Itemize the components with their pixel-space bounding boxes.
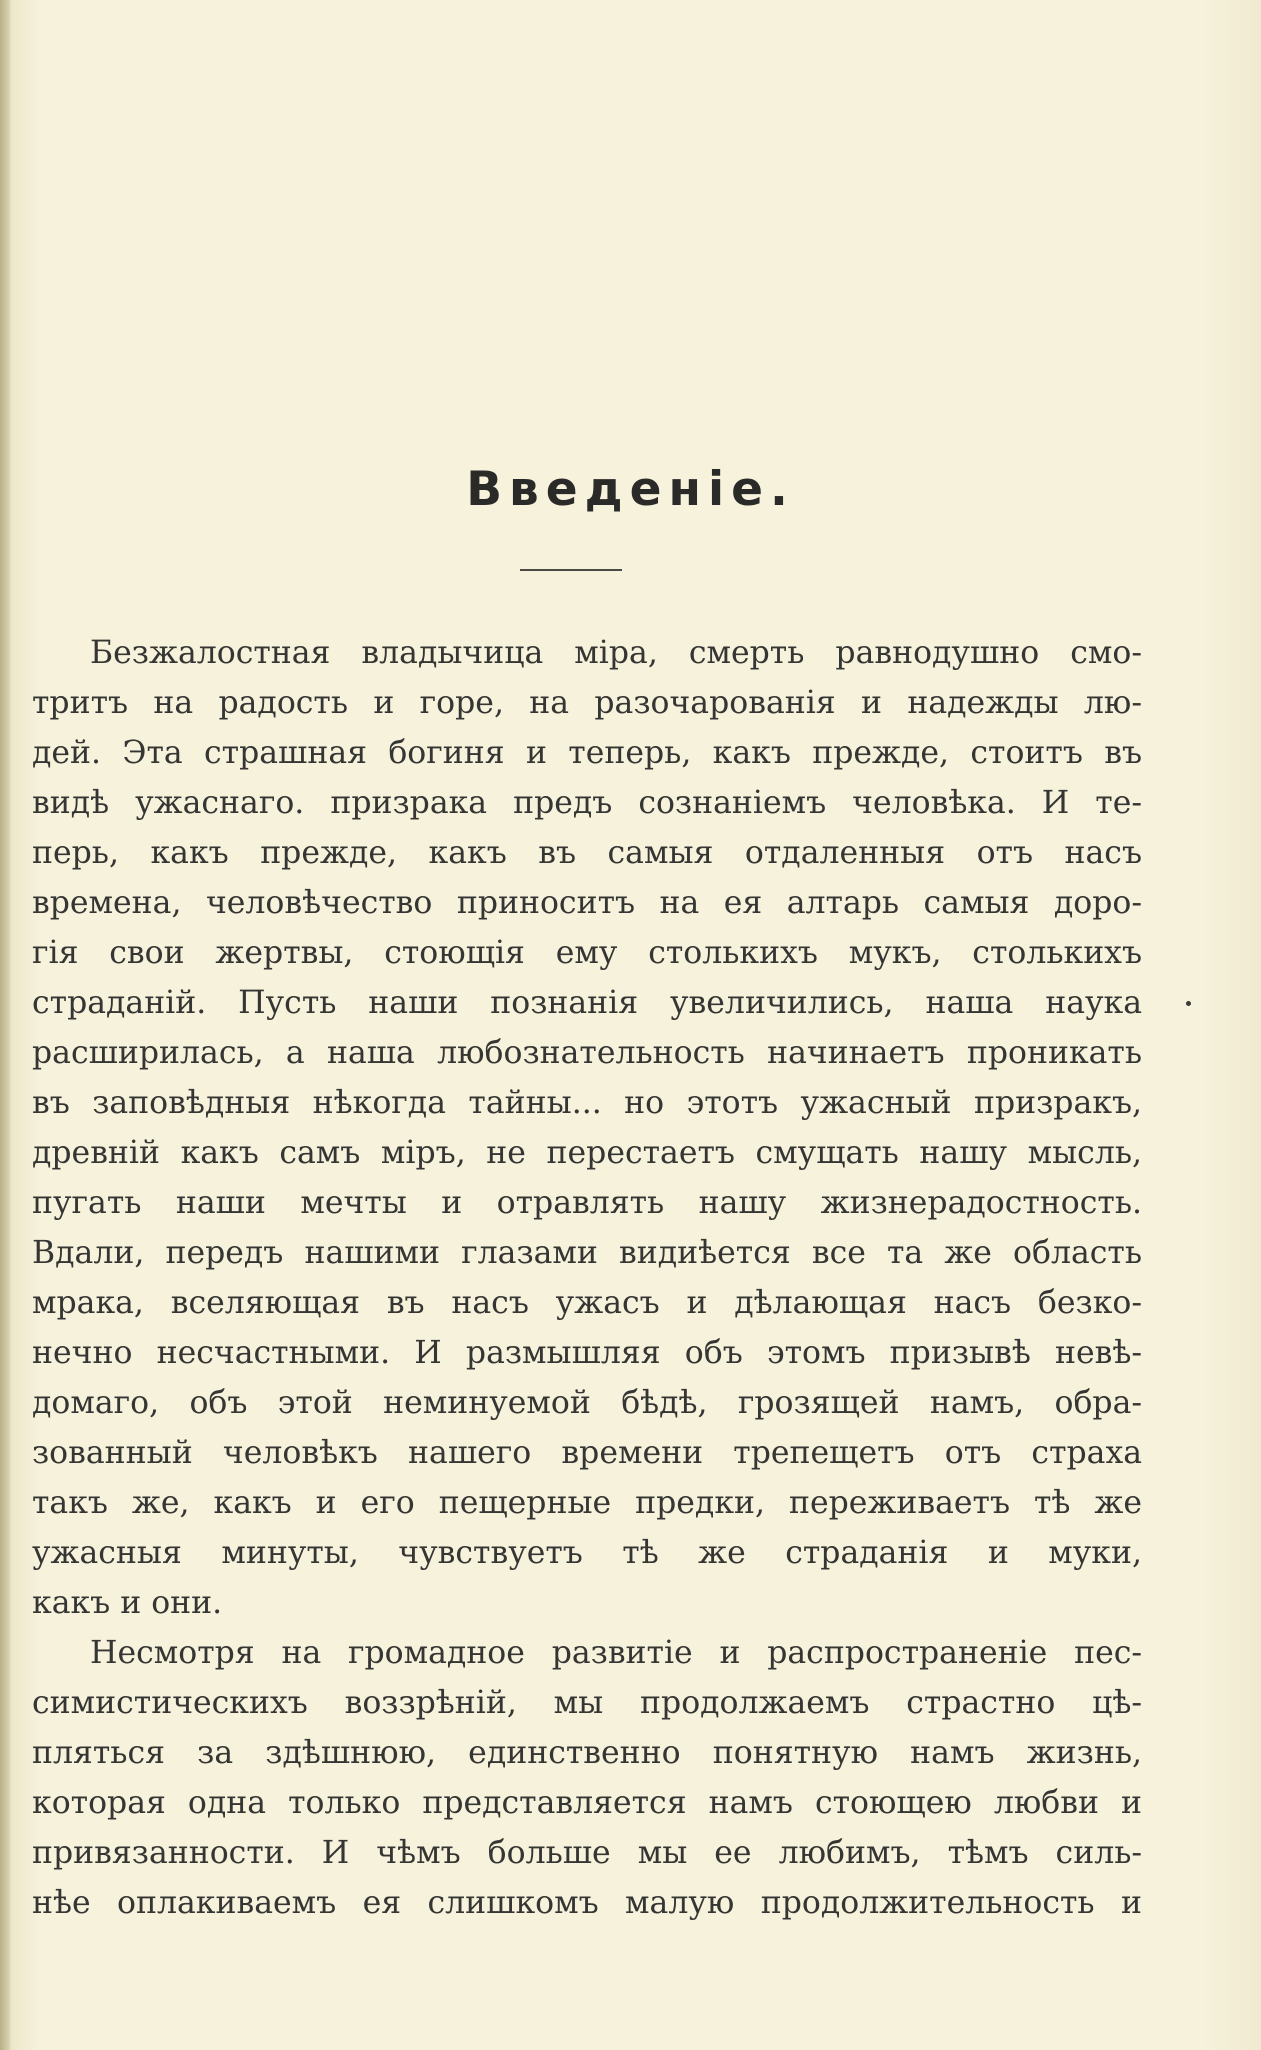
text-line: мрака, вселяющая въ насъ ужасъ и дѣлающая насъ безко- bbox=[32, 1285, 1142, 1321]
text-line: времена, человѣчество приноситъ на ея алтарь самыя доро- bbox=[32, 885, 1142, 921]
text-line: привязанности. И чѣмъ больше мы ее любимъ, тѣмъ силь- bbox=[32, 1835, 1142, 1871]
text-line: пугать наши мечты и отравлять нашу жизнерадостность. bbox=[32, 1185, 1142, 1221]
page-binding-edge bbox=[0, 0, 10, 2050]
text-line: страданій. Пусть наши познанія увеличились, наша наука bbox=[32, 985, 1142, 1021]
text-line: которая одна только представляется намъ стоющею любви и bbox=[32, 1785, 1142, 1821]
text-line: тритъ на радость и горе, на разочарованія и надежды лю- bbox=[32, 685, 1142, 721]
title-divider bbox=[520, 569, 622, 571]
body-text bbox=[32, 628, 1142, 1928]
text-line: зованный человѣкъ нашего времени трепещетъ отъ страха bbox=[32, 1435, 1142, 1471]
text-line: расширилась, а наша любознательность начинаетъ проникать bbox=[32, 1035, 1142, 1071]
text-line: дей. Эта страшная богиня и теперь, какъ прежде, стоитъ въ bbox=[32, 735, 1142, 771]
text-line: какъ и они. bbox=[32, 1585, 223, 1621]
chapter-title: Введеніе. bbox=[466, 462, 795, 517]
text-line: видѣ ужаснаго. призрака предъ сознаніемъ человѣка. И те- bbox=[32, 785, 1142, 821]
text-line: Несмотря на громадное развитіе и распространеніе пес- bbox=[90, 1635, 1142, 1671]
margin-ink-dot bbox=[1186, 1001, 1191, 1006]
text-line: въ заповѣдныя нѣкогда тайны... но этотъ ужасный призракъ, bbox=[32, 1085, 1142, 1121]
text-line: ужасныя минуты, чувствуетъ тѣ же страданія и муки, bbox=[32, 1535, 1142, 1571]
text-line: такъ же, какъ и его пещерные предки, переживаетъ тѣ же bbox=[32, 1485, 1142, 1521]
text-line: Вдали, передъ нашими глазами видиѣется все та же область bbox=[32, 1235, 1142, 1271]
text-line: домаго, объ этой неминуемой бѣдѣ, грозящей намъ, обра- bbox=[32, 1385, 1142, 1421]
text-line: нечно несчастными. И размышляя объ этомъ призывѣ невѣ- bbox=[32, 1335, 1142, 1371]
text-line: нѣе оплакиваемъ ея слишкомъ малую продолжительность и bbox=[32, 1885, 1142, 1921]
text-line: гія свои жертвы, стоющія ему столькихъ мукъ, столькихъ bbox=[32, 935, 1142, 971]
text-line: перь, какъ прежде, какъ въ самыя отдаленныя отъ насъ bbox=[32, 835, 1142, 871]
text-line: пляться за здѣшнюю, единственно понятную намъ жизнь, bbox=[32, 1735, 1142, 1771]
text-line: древній какъ самъ міръ, не перестаетъ смущать нашу мысль, bbox=[32, 1135, 1142, 1171]
text-line: Безжалостная владычица міра, смерть равнодушно смо- bbox=[90, 635, 1142, 671]
text-line: симистическихъ воззрѣній, мы продолжаемъ страстно цѣ- bbox=[32, 1685, 1142, 1721]
